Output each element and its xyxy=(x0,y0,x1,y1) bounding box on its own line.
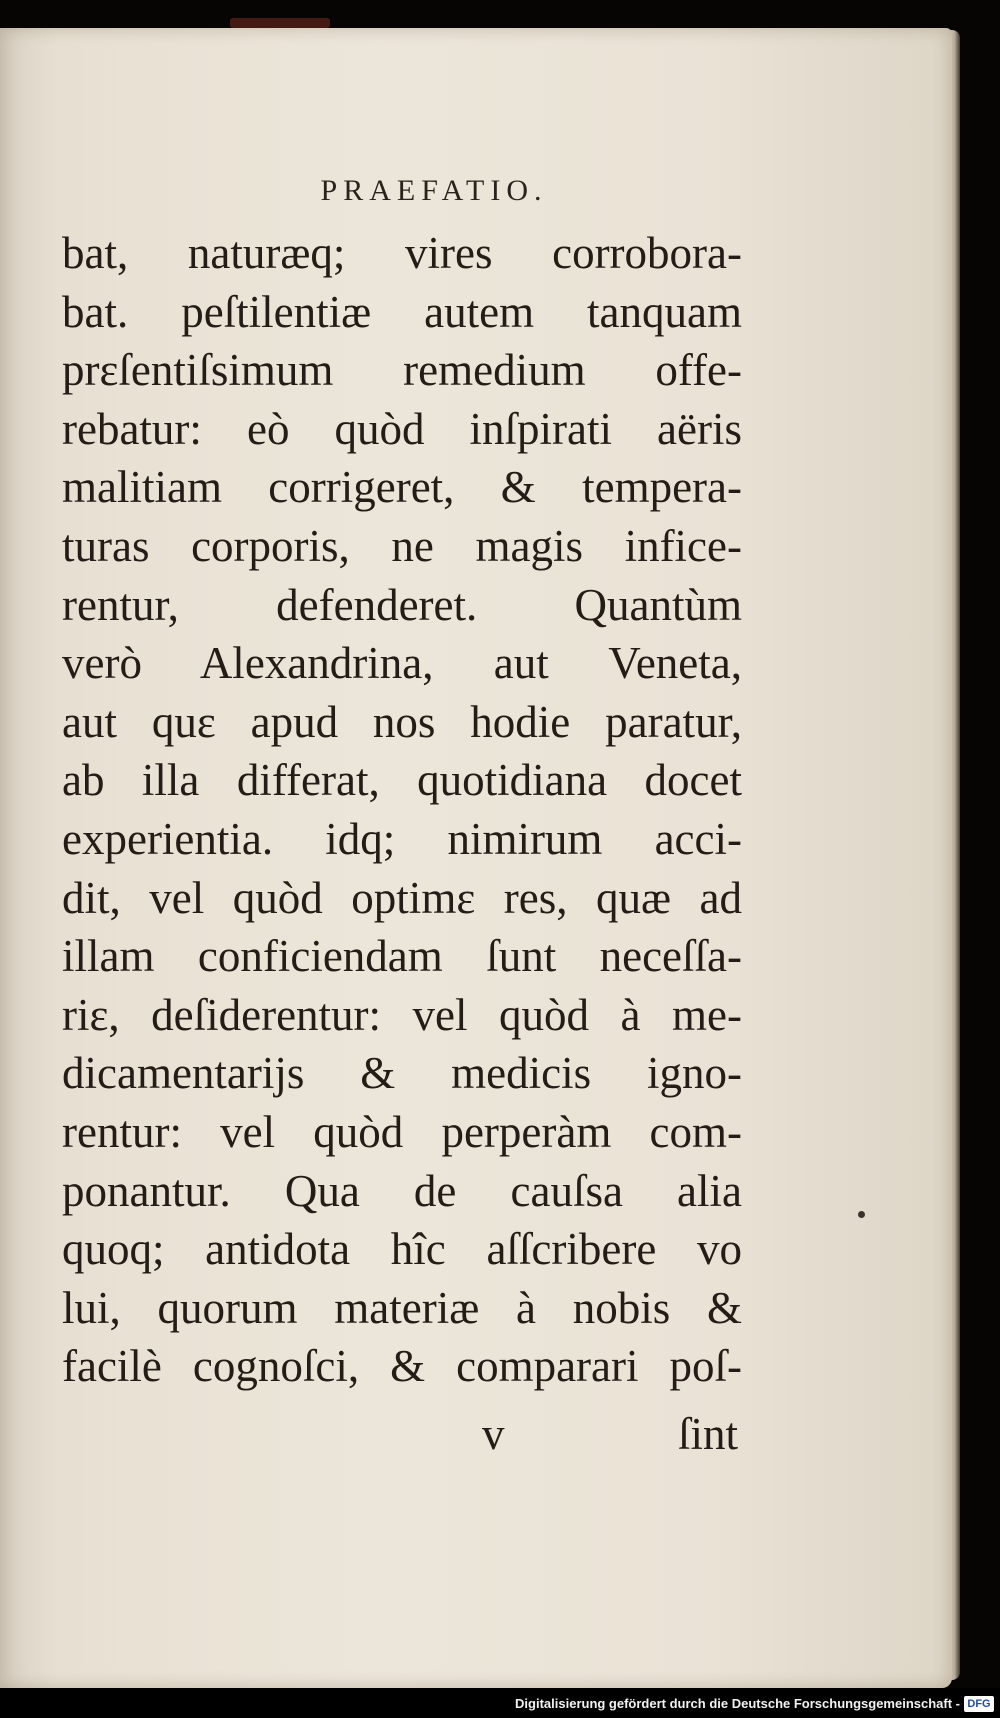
text-line: aut quε apud nos hodie paratur, xyxy=(62,696,742,747)
text-line: rebatur: eò quòd inſpirati aëris xyxy=(62,403,742,454)
text-line: turas corporis, ne magis infice- xyxy=(62,520,742,571)
signature-mark: v xyxy=(482,1409,505,1459)
digitization-credit: Digitalisierung gefördert durch die Deutsche Forschungsgemeinschaft - xyxy=(515,1696,960,1711)
text-line: bat, naturæq; vires corrobora- xyxy=(62,228,742,278)
text-line: rentur, defenderet. Quantùm xyxy=(62,579,742,630)
text-line: illam conficiendam ſunt neceſſa- xyxy=(62,931,742,982)
footer-bar xyxy=(0,1688,1000,1718)
text-line: experientia. idq; nimirum acci- xyxy=(62,813,742,864)
text-line: ab illa differat, quotidiana docet xyxy=(62,755,742,806)
text-line: facilè cognoſci, & comparari poſ- xyxy=(62,1341,742,1392)
catchword: ſint xyxy=(677,1409,738,1459)
text-line: dicamentarijs & medicis igno- xyxy=(62,1048,742,1099)
text-line: rentur: vel quòd perperàm com- xyxy=(62,1106,742,1157)
body-text xyxy=(62,224,742,1396)
text-line: malitiam corrigeret, & tempera- xyxy=(62,462,742,513)
text-line: verò Alexandrina, aut Veneta, xyxy=(62,638,742,689)
running-head: PRAEFATIO. xyxy=(320,174,548,207)
ribbon-stain xyxy=(230,18,330,28)
book-page xyxy=(0,28,952,1688)
dfg-logo: DFG xyxy=(964,1696,994,1712)
text-line: ponantur. Qua de cauſsa alia xyxy=(62,1165,742,1216)
ink-speck xyxy=(858,1211,865,1218)
text-line: prεſentiſsimum remedium offe- xyxy=(62,345,742,396)
text-line: quoq; antidota hîc aſſcribere vo xyxy=(62,1224,742,1275)
text-line: lui, quorum materiæ à nobis & xyxy=(62,1282,742,1333)
text-line: bat. peſtilentiæ autem tanquam xyxy=(62,286,742,337)
text-line: dit, vel quòd optimε res, quæ ad xyxy=(62,872,742,923)
catch-line xyxy=(62,1408,742,1466)
text-line: riε, deſiderentur: vel quòd à me- xyxy=(62,989,742,1040)
